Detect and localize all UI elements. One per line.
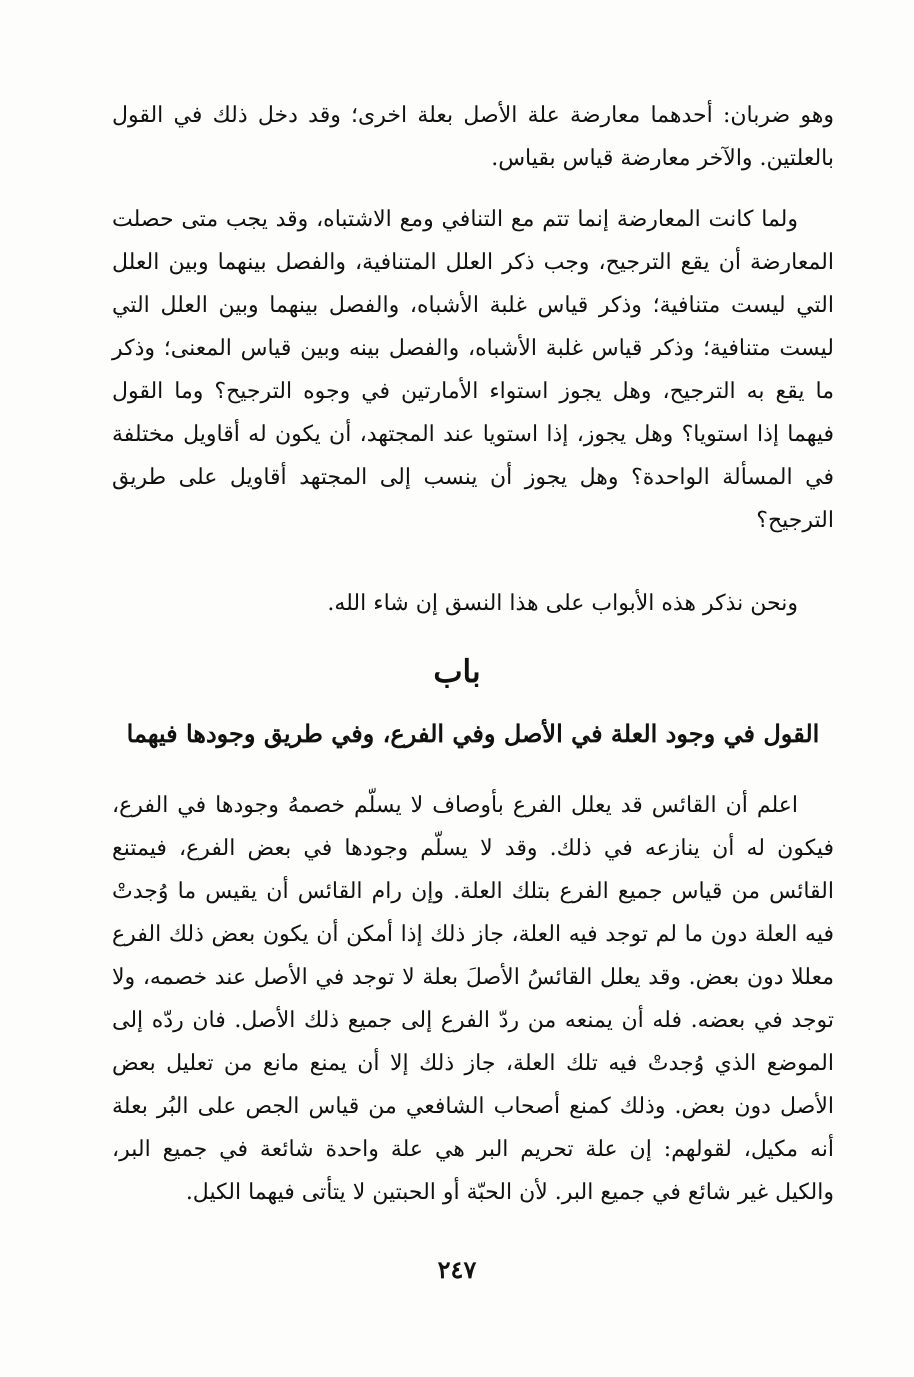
chapter-heading: باب — [433, 654, 481, 690]
paragraph-opposition-and-preference: ولما كانت المعارضة إنما تتم مع التنافي ومع الاشتباه، وقد يجب متى حصلت المعارضة أن يقع الترجيح، وجب ذكر العلل المتنافية، والفصل بينهما وبين العلل التي ليست متنافية؛ وذكر قياس غلبة الأشباه، والفصل بينهما وبين العلل التي ليست متنافية؛ وذكر قياس غلبة الأشباه، والفصل بينه وبين قياس المعنى؛ وذكر ما يقع به الترجيح، وهل يجوز استواء الأمارتين في وجوه الترجيح؟ وما القول فيهما إذا استويا؟ وهل يجوز، إذا استويا عند المجتهد، أن يكون له أقاويل مختلفة في المسألة الواحدة؟ وهل يجوز أن ينسب إلى المجتهد أقاويل على طريق الترجيح؟ — [112, 207, 834, 533]
paragraph-order-of-chapters: ونحن نذكر هذه الأبواب على هذا النسق إن شاء الله. — [327, 591, 798, 616]
paragraph-cause-in-origin-and-branch: اعلم أن القائس قد يعلل الفرع بأوصاف لا يسلّم خصمهُ وجودها في الفرع، فيكون له أن ينازعه في ذلك. وقد لا يسلّم وجودها في بعض الفرع، فيمتنع القائس من قياس جميع الفرع بتلك العلة. وإن رام القائس أن يقيس ما وُجدتْ فيه العلة دون ما لم توجد فيه العلة، جاز ذلك إذا أمكن أن يكون بعض ذلك الفرع معللا دون بعض. وقد يعلل القائسُ الأصلَ بعلة لا توجد في الأصل عند خصمه، ولا توجد في بعضه. فله أن يمنعه من ردّ الفرع إلى جميع ذلك الأصل. فان ردّه إلى الموضع الذي وُجدتْ فيه تلك العلة، جاز ذلك إلا أن يمنع مانع من تعليل بعض الأصل دون بعض. وذلك كمنع أصحاب الشافعي من قياس الجص على البُر بعلة أنه مكيل، لقولهم: إن علة تحريم البر هي علة واحدة شائعة في جميع البر، والكيل غير شائع في جميع البر. لأن الحبّة أو الحبتين لا يتأتى فيهما الكيل. — [112, 793, 834, 1205]
chapter-subtitle: القول في وجود العلة في الأصل وفي الفرع، وفي طريق وجودها فيهما — [126, 719, 820, 748]
paragraph-types-of-opposition: وهو ضربان: أحدهما معارضة علة الأصل بعلة اخرى؛ وقد دخل ذلك في القول بالعلتين. والآخر معارضة قياس بقياس. — [112, 103, 834, 171]
page-number: ٢٤٧ — [437, 1255, 477, 1284]
